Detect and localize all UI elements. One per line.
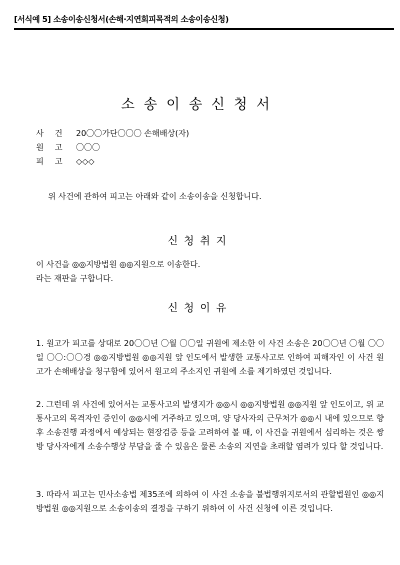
defendant-label: 피고 bbox=[36, 157, 74, 166]
case-row bbox=[36, 127, 189, 141]
purpose-line: 이 사건을 ◎◎지방법원 ◎◎지원으로 이송한다. bbox=[36, 260, 201, 269]
plaintiff-row bbox=[36, 141, 189, 155]
purpose-heading: 신청취지 bbox=[167, 235, 233, 247]
document-title: 소송이송신청서 bbox=[121, 97, 279, 113]
case-value: 20〇〇가단〇〇〇 손해배상(자) bbox=[76, 129, 190, 138]
purpose-body bbox=[36, 258, 200, 286]
defendant-value: ◇◇◇ bbox=[76, 157, 95, 166]
intro-sentence: 위 사건에 관하여 피고는 아래와 같이 소송이송을 신청합니다. bbox=[48, 192, 262, 201]
reason-paragraph-3: 3. 따라서 피고는 민사소송법 제35조에 의하여 이 사건 소송을 불법행위지로서의 관할법원인 ◎◎지방법원 ◎◎지원으로 소송이송의 결정을 구하기 위하여 이 사건 신청에 이른 것입니다. bbox=[36, 490, 384, 513]
plaintiff-label: 원고 bbox=[36, 143, 74, 152]
party-info bbox=[36, 127, 189, 169]
case-label: 사건 bbox=[36, 129, 74, 138]
form-header: [서식예 5] 소송이송신청서(손해·지연회피목적의 소송이송신청) bbox=[14, 14, 394, 30]
defendant-row bbox=[36, 155, 189, 169]
plaintiff-value: 〇〇〇 bbox=[76, 143, 100, 152]
reasons-heading: 신청이유 bbox=[167, 302, 233, 314]
reason-paragraph-1: 1. 원고가 피고를 상대로 20〇〇년 〇월 〇〇일 귀원에 제소한 이 사건 소송은 20〇〇년 〇월 〇〇일 〇〇:〇〇경 ◎◎지방법원 ◎◎지원 앞 인도에서 발생한 교통사고로 인하여 피해자인 이 사건 원고가 손해배상을 청구함에 있어서 원고의 주소지인 귀원에 소를 제기하였던 것입니다. bbox=[36, 339, 384, 376]
purpose-line: 라는 재판을 구합니다. bbox=[36, 274, 114, 283]
reason-paragraph-2: 2. 그런데 위 사건에 있어서는 교통사고의 발생지가 ◎◎시 ◎◎지방법원 ◎◎지원 앞 인도이고, 위 교통사고의 목격자인 증인이 ◎◎시에 거주하고 있으며, 양 당사자의 근무처가 ◎◎시 내에 있으므로 향후 소송진행 과정에서 예상되는 현장검증 등을 고려하여 볼 때, 이 사건을 귀원에서 심리하는 것은 쌍방 당사자에게 소송수행상 부담을 줄 수 있음은 물론 소송의 지연을 초래할 염려가 있다 할 것입니다. bbox=[36, 400, 384, 451]
